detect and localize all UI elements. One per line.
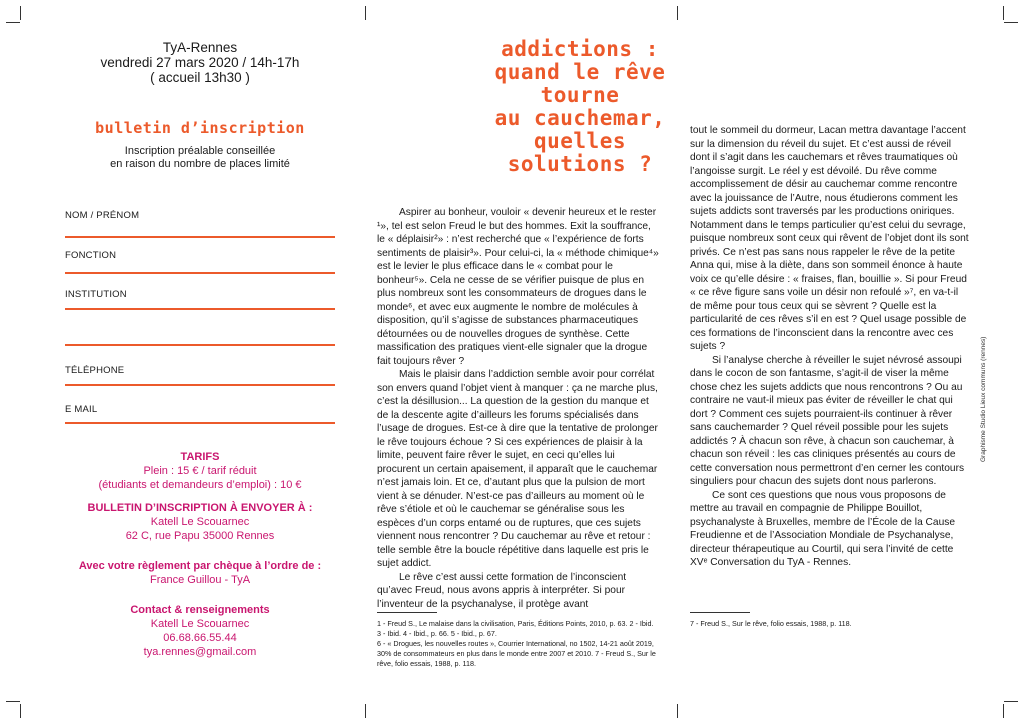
event-header	[60, 40, 340, 171]
field-label-institution: INSTITUTION	[65, 289, 127, 300]
article-column-3	[690, 124, 970, 570]
note-line-2: en raison du nombre de places limité	[110, 158, 290, 170]
crop-mark	[20, 704, 21, 718]
organizer: TyA-Rennes	[162, 40, 238, 55]
title-line: quand le rêve	[494, 60, 666, 84]
payment-heading: Avec votre règlement par chèque à l’ordre de :	[78, 560, 322, 572]
crop-mark	[677, 704, 678, 718]
registration-title: bulletin d’inscription	[95, 119, 305, 137]
practical-info	[60, 450, 340, 659]
crop-mark	[365, 6, 366, 20]
field-label-email: E MAIL	[65, 404, 98, 415]
tarifs-heading: TARIFS	[180, 451, 220, 463]
event-date: vendredi 27 mars 2020 / 14h-17h	[100, 55, 300, 70]
crop-mark	[6, 22, 20, 23]
field-label-name: NOM / PRÉNOM	[65, 210, 140, 221]
paragraph: tout le sommeil du dormeur, Lacan mettra davantage l’accent sur la dimension du réveil du sujet. Et c’est aussi de réveil dont il s’agit dans les cauchemars et rêves traumatiques où l’angoisse surgit. Le réel y est dévoilé. Du rêve comme accomplissement de désir au cauchemar comme rencontre avec la jouissance de l’Autre, nous étudierons comment les sujets addicts sont traversés par les productions oniriques. Notamment dans le temps particulier qu’est celui du sevrage, puisque nombreux sont ceux qui rêvent de l’objet dont ils sont privés. Ce n’est pas sans nous rappeler le rêve de la petite Anna qui, mise à la diète, dans son sommeil énonce à haute voix ce qu’elle désire : « fraises, flan, bouillie ». Si pour Freud « ce rêve figure sans voile un désir non refoulé »⁷, en va-t-il de même pour tous ceux qui se sèvrent ? Quelle est la particularité de ces rêves s’il en est ? Quel usage possible de ces formations de l’inconscient dans la rencontre avec ces sujets ?	[690, 125, 969, 352]
send-to-name: Katell Le Scouarnec	[150, 516, 250, 528]
welcome-time: ( accueil 13h30 )	[150, 70, 250, 85]
field-line-email[interactable]	[65, 422, 335, 424]
tarifs-line-2: (étudiants et demandeurs d’emploi) : 10 €	[98, 479, 302, 491]
footnotes-column-2	[377, 612, 659, 669]
crop-mark	[20, 6, 21, 20]
field-line-name[interactable]	[65, 236, 335, 238]
crop-mark	[1003, 6, 1004, 20]
footnote-rule	[377, 612, 437, 613]
paragraph: Aspirer au bonheur, vouloir « devenir heureux et le rester ¹», tel est selon Freud le but des hommes. Exit la souffrance, le « déplaisir²» : n’est recherché que « l’expérience de forts sentiments de plaisir³». Pour celui-ci, la « méthode chimique⁴» est le levier le plus efficace dans le « combat pour le bonheur⁵». Cela ne cesse de se vérifier puisque de plus en plus nombreux sont les consommateurs de drogues dans le monde⁶, et avec eux augmente le nombre de molécules à disposition, qu’il s’agisse de substances pharmaceutiques détournées ou de nouvelles drogues de synthèse. Cette massification des pratiques vient-elle signaler que la drogue fait toujours rêver ?	[377, 207, 659, 367]
crop-mark	[365, 704, 366, 718]
crop-mark	[677, 6, 678, 20]
paragraph: Ce sont ces questions que nous vous proposons de mettre au travail en compagnie de Philippe Bouillot, psychanalyste à Bruxelles, membre de l’École de la Cause Freudienne et de l’Association Mondiale de Psychanalyse, directeur thérapeutique au Courtil, qui sera l’invité de cette XVᵉ Conversation du TyA - Rennes.	[690, 489, 956, 568]
field-line-function[interactable]	[65, 272, 335, 274]
contact-email[interactable]: tya.rennes@gmail.com	[143, 646, 257, 658]
footnote: 1 - Freud S., Le malaise dans la civilisation, Paris, Éditions Points, 2010, p. 63. 2 - Ibid. 3 - Ibid. 4 - Ibid., p. 66. 5 - Ibid., p. 67.	[377, 619, 654, 638]
crop-mark	[6, 701, 20, 702]
note-line-1: Inscription préalable conseillée	[124, 145, 276, 157]
field-label-function: FONCTION	[65, 250, 117, 261]
paragraph: Mais le plaisir dans l’addiction semble avoir pour corrélat son envers quand l’objet vient à manquer : ça ne marche plus, c’est la désillusion... La question de la gestion du manque et de la descente agite d’ailleurs les forums spécialisés dans l’usage de drogues. Est-ce à dire que la tentative de prolonger le rêve toujours échoue ? Si ces expériences de plaisir à la limite, peuvent faire rêver le sujet, en ceci qu’elles lui procurent un certain apaisement, il apparaît que le cauchemar n’est jamais loin. Et ce, d’autant plus que la pulsion de mort vient à se dénuder. N’est-ce pas d’ailleurs au moment où le rêve s’étiole et où le cauchemar se généralise sous les espèces d’un corps entamé ou de ruptures, que ces sujets viennent nous rencontrer ? Du cauchemar au rêve et retour : telle semble être la boucle répétitive dans laquelle est pris le sujet addict.	[377, 369, 658, 569]
contact-name: Katell Le Scouarnec	[150, 618, 250, 630]
field-line-institution[interactable]	[65, 308, 335, 310]
crop-mark	[1004, 22, 1018, 23]
title-line: au cauchemar,	[494, 106, 666, 130]
registration-note	[60, 145, 340, 171]
tarifs-line-1: Plein : 15 € / tarif réduit	[143, 465, 257, 477]
footnote: 7 - Freud S., Sur le rêve, folio essais, 1988, p. 118.	[690, 619, 852, 628]
crop-mark	[1004, 701, 1018, 702]
paragraph: Si l’analyse cherche à réveiller le sujet névrosé assoupi dans le cocon de son fantasme, s’agit-il de viser la même chose chez les sujets addicts que nous rencontrons ? Ou au contraire ne vaut-il mieux pas éviter de réveiller le chat qui dort ? Comment ces sujets pourraient-ils continuer à rêver sans cauchemarder ? Quel réveil possible pour les sujets addictés ? À chacun son rêve, à chacun son cauchemar, à chacun son réveil : les cas cliniques présentés au cours de cette conversation nous permettront d’en cerner les contours singuliers pour chacun des sujets dont nous parlerons.	[690, 354, 965, 487]
footnote-rule	[690, 612, 750, 613]
title-line: tourne	[540, 83, 620, 107]
contact-heading: Contact & renseignements	[130, 604, 270, 616]
field-label-phone: TÉLÉPHONE	[65, 365, 125, 376]
title-line: solutions ?	[507, 152, 653, 176]
field-line-phone[interactable]	[65, 384, 335, 386]
footnote: 6 - « Drogues, les nouvelles routes », Courrier International, no 1502, 14-21 août 2019, 30% de consommateurs en plus dans le monde entre 2007 et 2010. 7 - Freud S., Sur le rêve, folio essais, 1988, p. 118.	[377, 639, 656, 668]
article-column-2	[377, 206, 659, 611]
design-credit: Graphisme Studio Lieux communs (rennes)	[980, 336, 987, 462]
field-line-institution-2[interactable]	[65, 344, 335, 346]
title-line: addictions :	[501, 37, 659, 61]
contact-phone: 06.68.66.55.44	[163, 632, 237, 644]
article-title	[455, 38, 705, 176]
title-line: quelles	[533, 129, 626, 153]
paragraph: Le rêve c’est aussi cette formation de l’inconscient qu’avec Freud, nous avons appris à interpréter. Si pour l’inventeur de la psychanalyse, il protège avant	[377, 571, 627, 610]
send-to-heading: BULLETIN D’INSCRIPTION À ENVOYER À :	[87, 502, 313, 514]
payment-payee: France Guillou - TyA	[149, 574, 251, 586]
crop-mark	[1003, 704, 1004, 718]
footnotes-column-3	[690, 612, 970, 629]
send-to-address: 62 C, rue Papu 35000 Rennes	[125, 530, 275, 542]
